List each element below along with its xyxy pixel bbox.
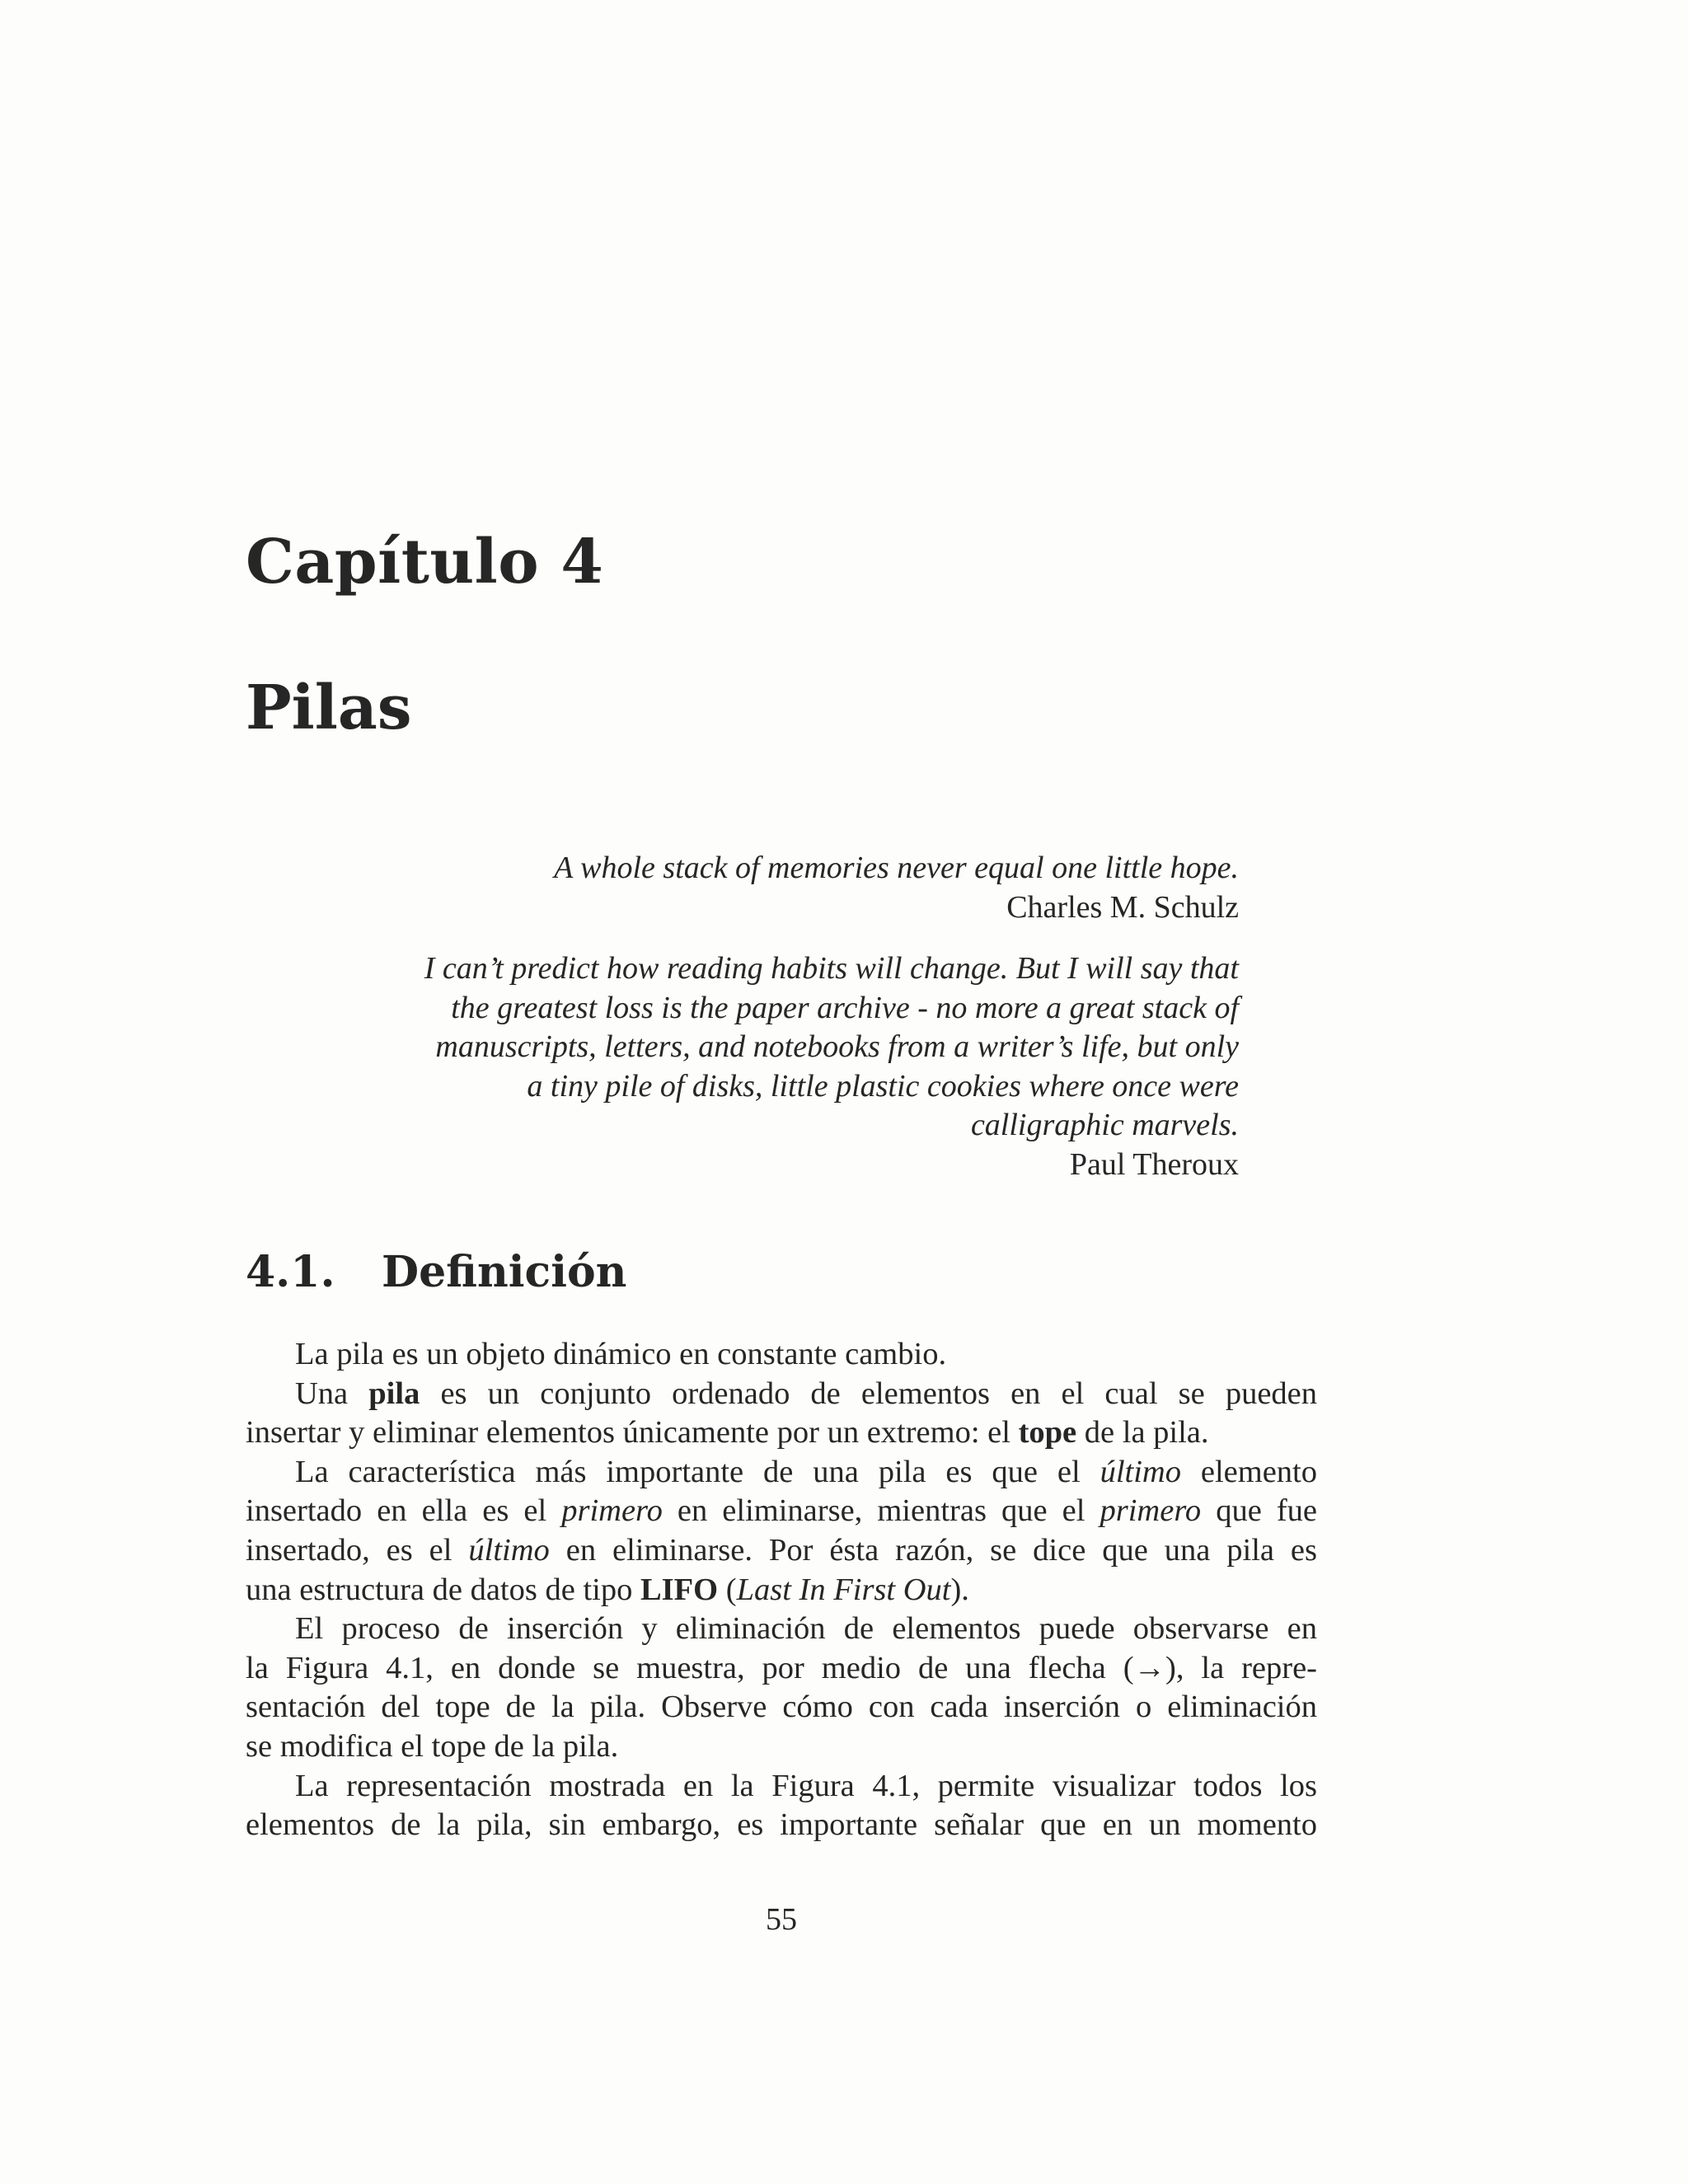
text-run: (: [718, 1572, 737, 1607]
epigraph-theroux: [313, 949, 1239, 1184]
paragraph-line: [246, 1492, 1317, 1531]
epigraphs: [313, 849, 1239, 1184]
paragraph-line: elementos de la pila, sin embargo, es importante señalar que en un momento: [246, 1807, 1317, 1843]
paragraph-line: El proceso de inserción y eliminación de elementos puede observarse en: [295, 1611, 1317, 1647]
text-run: en eliminarse. Por ésta razón, se dice que una pila es: [549, 1532, 1318, 1568]
text-run: insertado en ella es el: [246, 1493, 562, 1529]
paragraph-line: [246, 1335, 1317, 1375]
epigraph-text-line: calligraphic marvels.: [970, 1108, 1239, 1142]
text-run: insertado, es el: [246, 1532, 469, 1568]
text-run: insertar y eliminar elementos únicamente por un extremo: el: [246, 1415, 1019, 1451]
text-run: es un conjunto ordenado de elementos en el cual se pueden: [420, 1376, 1317, 1411]
epigraph-text-line: I can’t predict how reading habits will change. But I will say that: [424, 951, 1239, 986]
text-run: La característica más importante de una pila es que el: [295, 1454, 1100, 1489]
text-run: elemento: [1180, 1454, 1317, 1489]
paragraph-line: La representación mostrada en la Figura 4.1, permite visualizar todos los: [295, 1768, 1317, 1803]
text-run: de la pila.: [1076, 1415, 1209, 1451]
paragraph-line: la Figura 4.1, en donde se muestra, por medio de una flecha (→), la repre-: [246, 1650, 1317, 1685]
epigraph-author: Paul Theroux: [1069, 1146, 1239, 1182]
italic-term: primero: [561, 1493, 663, 1529]
italic-term: último: [468, 1532, 550, 1568]
text-run: La pila es un objeto dinámico en constante cambio.: [295, 1337, 947, 1371]
bold-term: tope: [1018, 1415, 1077, 1451]
page-number: 55: [766, 1902, 797, 1937]
epigraph-schulz: [313, 849, 1239, 927]
section-heading: [246, 1247, 627, 1297]
italic-term: último: [1100, 1454, 1181, 1489]
body-text: [246, 1335, 1317, 1845]
text-run: Una: [295, 1376, 369, 1411]
paragraph-line: [246, 1453, 1317, 1493]
paragraph-line: [246, 1531, 1317, 1571]
italic-term: primero: [1100, 1493, 1202, 1529]
epigraph-text-line: a tiny pile of disks, little plastic cookies where once were: [527, 1068, 1239, 1104]
bold-term: LIFO: [640, 1572, 719, 1607]
epigraph-author: Charles M. Schulz: [1006, 889, 1239, 925]
paragraph-line: sentación del tope de la pila. Observe cómo con cada inserción o eliminación: [246, 1690, 1317, 1725]
chapter-title: Pilas: [246, 673, 412, 743]
paragraph-line: [246, 1375, 1317, 1414]
italic-term: Last In First Out: [736, 1572, 951, 1607]
chapter-label: Capítulo 4: [246, 527, 604, 598]
text-run: en eliminarse, mientras que el: [662, 1493, 1100, 1529]
section-number: 4.1.: [246, 1247, 335, 1297]
paragraph-line: [246, 1413, 1317, 1453]
paragraph-line: [246, 1571, 1317, 1610]
epigraph-text-line: A whole stack of memories never equal one little hope.: [554, 851, 1239, 885]
epigraph-text-line: the greatest loss is the paper archive - no more a great stack of: [451, 990, 1239, 1025]
text-run: que fue: [1201, 1493, 1318, 1529]
section-title: Definición: [382, 1247, 627, 1297]
paragraph-line: se modifica el tope de la pila.: [246, 1728, 619, 1764]
epigraph-text-line: manuscripts, letters, and notebooks from a writer’s life, but only: [435, 1029, 1239, 1064]
text-run: una estructura de datos de tipo: [246, 1572, 640, 1607]
text-run: ).: [950, 1572, 969, 1607]
bold-term: pila: [368, 1376, 420, 1411]
